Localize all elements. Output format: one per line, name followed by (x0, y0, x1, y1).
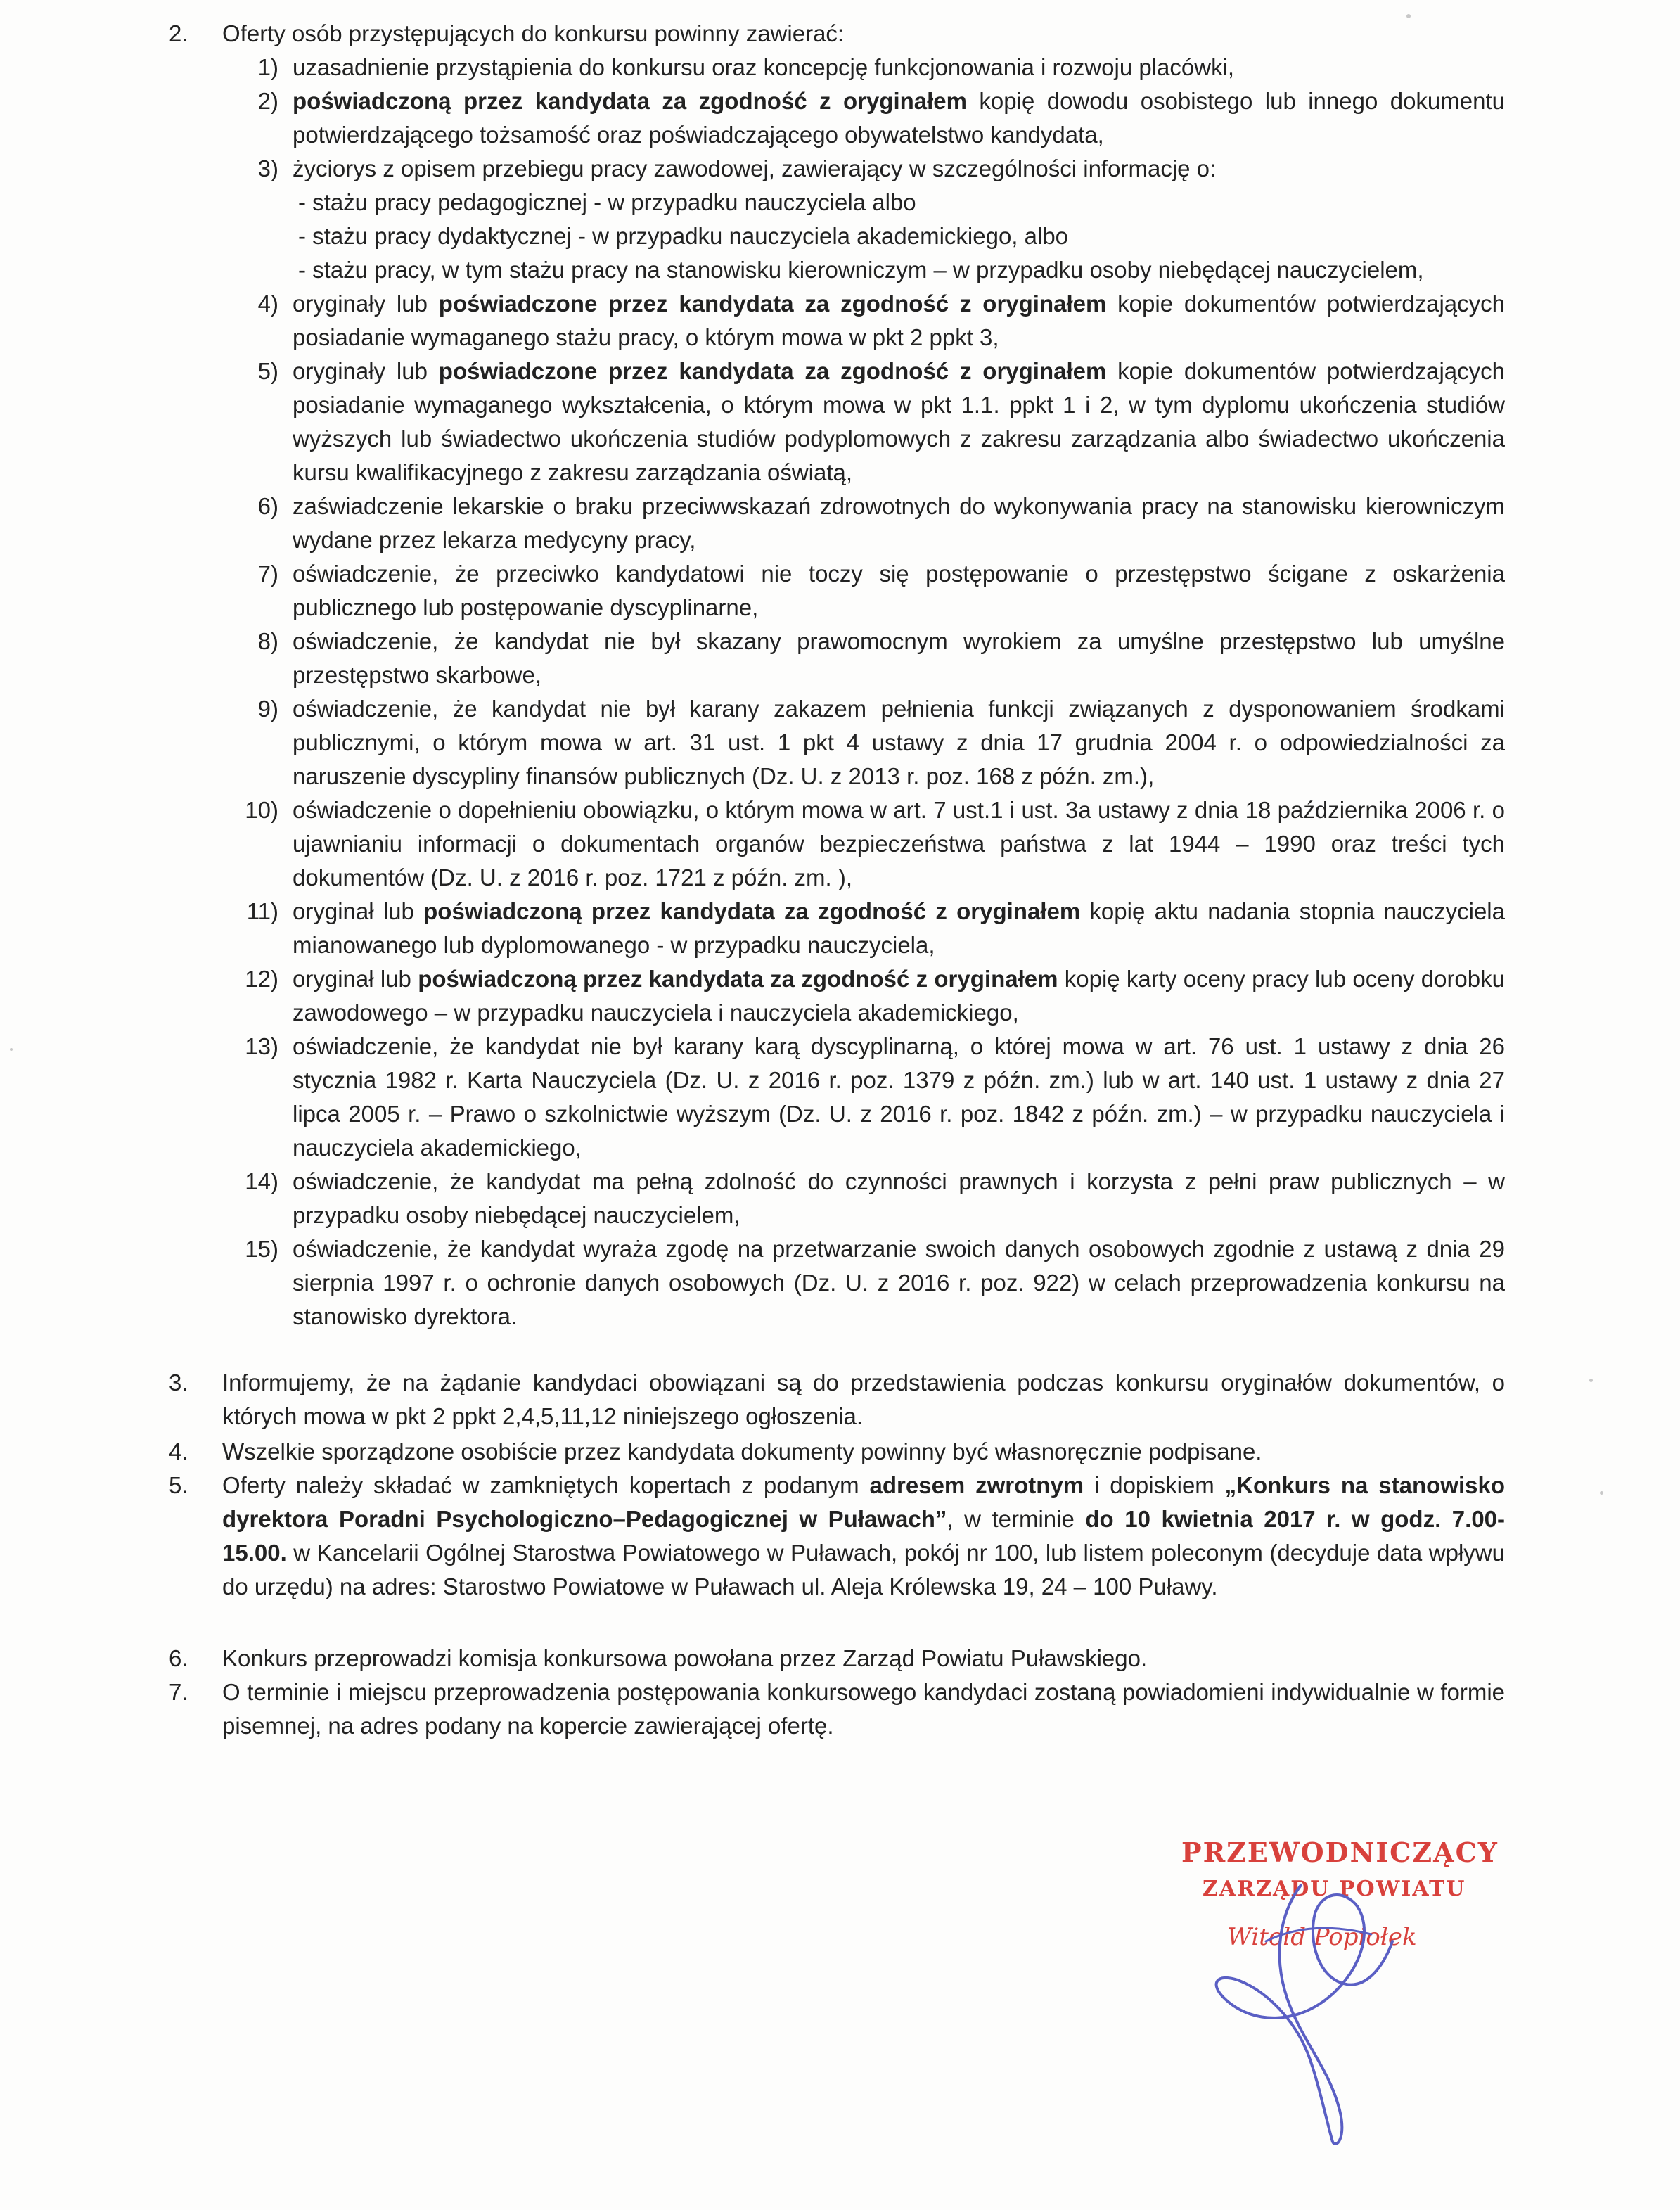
sub-item: - stażu pracy, w tym stażu pracy na stanowisku kierowniczym – w przypadku osoby niebędącej nauczycielem, (298, 257, 1424, 283)
item-text: oświadczenie, że kandydat wyraża zgodę na przetwarzanie swoich danych osobowych zgodnie z ustawą z dnia 29 sierpnia 1997 r. o ochronie danych osobowych (Dz. U. z 2016 r. poz. 922) w celach przeprowadzenia konkursu na stanowisko dyrektora. (293, 1236, 1505, 1329)
item-text: kopię aktu nadania stopnia nauczyciela mianowanego lub dyplomowanego - w przypadku nauczyciela, (293, 898, 1505, 958)
stamp-subtitle: ZARZĄDU POWIATU (1203, 1877, 1466, 1901)
section-6 (169, 1642, 1505, 1675)
item-number: 1) (257, 54, 278, 80)
section-2-intro: Oferty osób przystępujących do konkursu powinny zawierać: (222, 20, 845, 46)
list-item (222, 692, 1505, 793)
list-item (222, 1030, 1505, 1165)
list-item (222, 1232, 1505, 1334)
item-bold-text: poświadczoną przez kandydata za zgodność z oryginałem (418, 966, 1058, 992)
item-text: oryginały lub (293, 358, 439, 384)
item-number: 14) (245, 1168, 278, 1194)
item-number: 15) (245, 1236, 278, 1262)
list-item (222, 287, 1505, 355)
section-number: 4. (169, 1438, 188, 1464)
item-text: oświadczenie, że kandydat ma pełną zdolność do czynności prawnych i korzysta z pełni praw publicznych – w przypadku osoby niebędącej nauczycielem, (293, 1168, 1505, 1228)
item-number: 12) (245, 966, 278, 992)
item-bold-text: poświadczone przez kandydata za zgodność z oryginałem (438, 290, 1107, 317)
section-number: 7. (169, 1679, 188, 1705)
item-number: 11) (246, 898, 278, 924)
scan-speck (1406, 14, 1411, 18)
list-item (222, 895, 1505, 962)
list-item (222, 490, 1505, 557)
item-number: 6) (257, 493, 278, 519)
scan-speck (10, 1048, 13, 1051)
requirements-list (222, 51, 1505, 1334)
item-text: zaświadczenie lekarskie o braku przeciwwskazań zdrowotnych do wykonywania pracy na stanowisku kierowniczym wydane przez lekarza medycyny pracy, (293, 493, 1505, 553)
section-text: Informujemy, że na żądanie kandydaci obowiązani są do przedstawienia podczas konkursu oryginałów dokumentów, o których mowa w pkt 2 ppkt 2,4,5,11,12 niniejszego ogłoszenia. (222, 1369, 1505, 1429)
item-bold-text: poświadczoną przez kandydata za zgodność z oryginałem (423, 898, 1081, 924)
list-item (222, 84, 1505, 152)
sub-item: - stażu pracy pedagogicznej - w przypadku nauczyciela albo (298, 189, 916, 215)
item-text: kopie dokumentów potwierdzających posiadanie wymaganego wykształcenia, o którym mowa w pkt 1.1. ppkt 1 i 2, w tym dyplomu ukończenia studiów wyższych lub świadectwo ukończenia studiów podyplomowych z zakresu zarządzania albo świadectwo ukończenia kursu kwalifikacyjnego z zakresu zarządzania oświatą, (293, 358, 1505, 485)
section-5 (169, 1469, 1505, 1604)
list-item (222, 1165, 1505, 1232)
section-number: 5. (169, 1472, 188, 1498)
section-number: 3. (169, 1369, 188, 1395)
item-text: życiorys z opisem przebiegu pracy zawodowej, zawierający w szczególności informację o: (293, 155, 1217, 181)
item-number: 3) (257, 155, 278, 181)
section-number: 6. (169, 1645, 188, 1671)
item-number: 4) (257, 290, 278, 317)
section-text: O terminie i miejscu przeprowadzenia postępowania konkursowego kandydaci zostaną powiadomieni indywidualnie w formie pisemnej, na adres podany na kopercie zawierającej ofertę. (222, 1679, 1505, 1739)
item-text: kopie dokumentów potwierdzających posiadanie wymaganego stażu pracy, o którym mowa w pkt 2 ppkt 3, (293, 290, 1505, 350)
section-text: Oferty należy składać w zamkniętych kopertach z podanym (222, 1472, 870, 1498)
item-number: 7) (257, 561, 278, 587)
item-text: oryginał lub (293, 966, 418, 992)
item-text: uzasadnienie przystąpienia do konkursu oraz koncepcję funkcjonowania i rozwoju placówki, (293, 54, 1235, 80)
section-2 (169, 17, 1505, 1334)
item-text: oświadczenie o dopełnieniu obowiązku, o którym mowa w art. 7 ust.1 i ust. 3a ustawy z dnia 18 października 2006 r. o ujawnianiu informacji o dokumentach organów bezpieczeństwa państwa z lat 1944 – 1990 oraz treści tych dokumentów (Dz. U. z 2016 r. poz. 1721 z późn. zm. ), (293, 797, 1505, 890)
list-item (222, 557, 1505, 625)
envelope-note-bold: „Konkurs na stanowisko dyrektora Poradni Psychologiczno–Pedagogicznej w Puławach” (222, 1472, 1505, 1532)
section-text: w Kancelarii Ogólnej Starostwa Powiatowego w Puławach, pokój nr 100, lub listem poleconym (decyduje data wpływu do urzędu) na adres: Starostwo Powiatowe w Puławach ul. Aleja Królewska 19, 24 – 100 Puławy. (222, 1540, 1505, 1599)
item-text: oświadczenie, że kandydat nie był karany karą dyscyplinarną, o której mowa w art. 76 ust. 1 ustawy z dnia 26 stycznia 1982 r. Karta Nauczyciela (Dz. U. z 2016 r. poz. 1379 z późn. zm.) lub w art. 140 ust. 1 ustawy z dnia 27 lipca 2005 r. – Prawo o szkolnictwie wyższym (Dz. U. z 2016 r. poz. 1842 z późn. zm.) – w przypadku nauczyciela i nauczyciela akademickiego, (293, 1033, 1505, 1161)
section-4 (169, 1435, 1505, 1469)
list-item (222, 625, 1505, 692)
list-item (222, 152, 1505, 287)
item-bold-text: poświadczone przez kandydata za zgodność z oryginałem (438, 358, 1107, 384)
item-text: kopię karty oceny pracy lub oceny dorobku zawodowego – w przypadku nauczyciela i nauczyciela akademickiego, (293, 966, 1505, 1026)
section-text: Konkurs przeprowadzi komisja konkursowa powołana przez Zarząd Powiatu Puławskiego. (222, 1645, 1148, 1671)
section-7 (169, 1675, 1505, 1743)
item-number: 13) (245, 1033, 278, 1059)
section-2-body (222, 17, 1505, 1334)
item-text: oświadczenie, że kandydat nie był karany zakazem pełnienia funkcji związanych z dysponowaniem środkami publicznymi, o którym mowa w art. 31 ust. 1 pkt 4 ustawy z dnia 17 grudnia 2004 r. o odpowiedzialności za naruszenie dyscypliny finansów publicznych (Dz. U. z 2013 r. poz. 168 z późn. zm.), (293, 696, 1505, 789)
stamp-title: PRZEWODNICZĄCY (1181, 1837, 1499, 1868)
section-5-body (222, 1469, 1505, 1604)
section-text: i dopiskiem (1084, 1472, 1225, 1498)
item-text: kopię dowodu osobistego lub innego dokumentu potwierdzającego tożsamość oraz poświadczającego obywatelstwo kandydata, (293, 88, 1505, 148)
item-number: 5) (257, 358, 278, 384)
stamp-name: Witold Popiołek (1227, 1923, 1417, 1951)
scan-speck (1589, 1379, 1593, 1382)
deadline-bold: do 10 kwietnia 2017 r. w godz. 7.00-15.00. (222, 1506, 1506, 1566)
handwritten-signature (1195, 1857, 1421, 2152)
section-text: , w terminie (947, 1506, 1086, 1532)
item-number: 10) (245, 797, 278, 823)
section-number: 2. (169, 20, 188, 46)
item-number: 2) (257, 88, 278, 114)
list-item (222, 962, 1505, 1030)
list-item (222, 51, 1505, 84)
item-bold-text: poświadczoną przez kandydata za zgodność z oryginałem (293, 88, 967, 114)
item-text: oświadczenie, że przeciwko kandydatowi nie toczy się postępowanie o przestępstwo ścigane z oskarżenia publicznego lub postępowanie dyscyplinarne, (293, 561, 1505, 620)
sub-item: - stażu pracy dydaktycznej - w przypadku nauczyciela akademickiego, albo (298, 223, 1069, 249)
scan-speck (1600, 1491, 1603, 1495)
item-text: oryginały lub (293, 290, 439, 317)
item-number: 9) (257, 696, 278, 722)
item-text: oświadczenie, że kandydat nie był skazany prawomocnym wyrokiem za umyślne przestępstwo lub umyślne przestępstwo skarbowe, (293, 628, 1505, 688)
list-item (222, 793, 1505, 895)
item-text: oryginał lub (293, 898, 424, 924)
section-3 (169, 1366, 1505, 1433)
list-item (222, 355, 1505, 490)
return-address-bold: adresem zwrotnym (869, 1472, 1084, 1498)
section-text: Wszelkie sporządzone osobiście przez kandydata dokumenty powinny być własnoręcznie podpisane. (222, 1438, 1262, 1464)
item-number: 8) (257, 628, 278, 654)
